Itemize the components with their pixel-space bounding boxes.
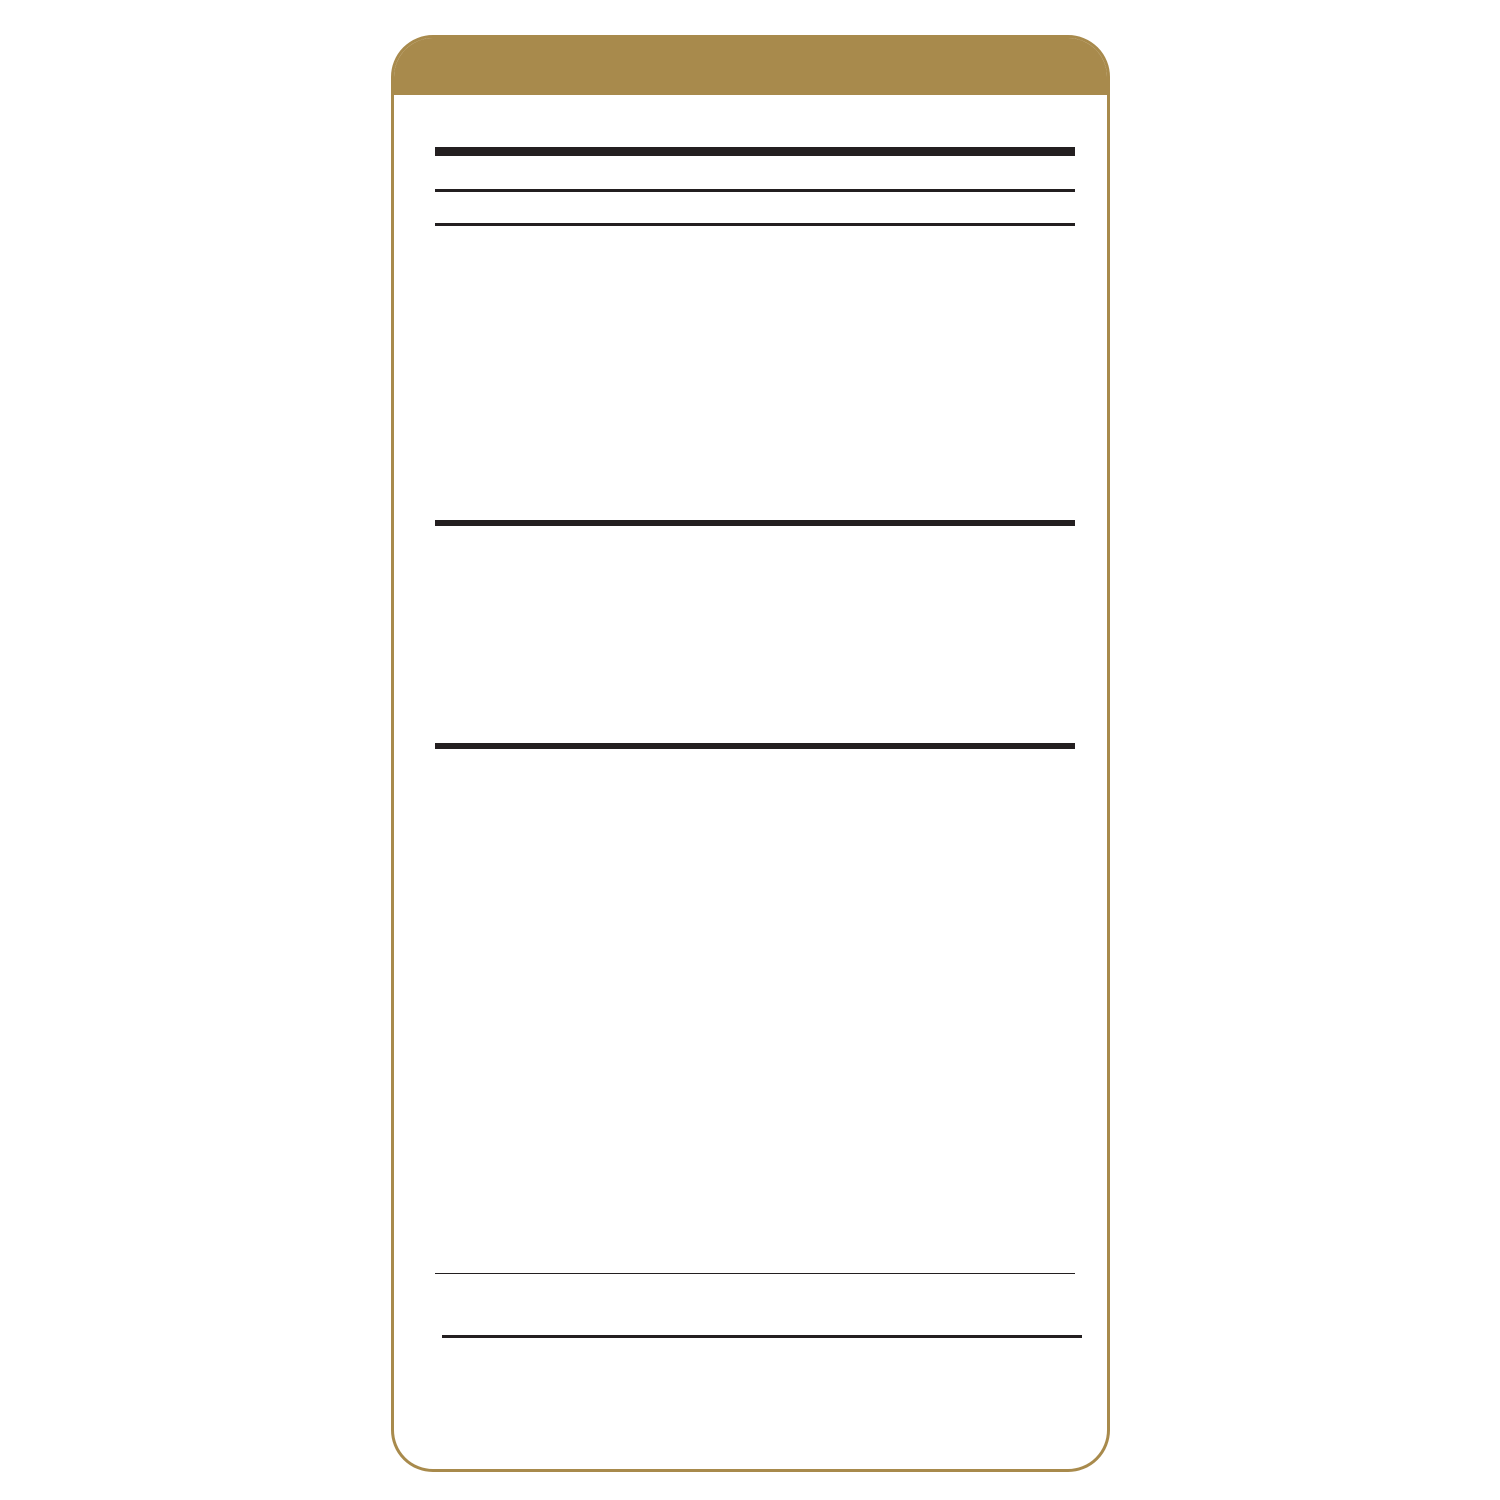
calories-rule bbox=[435, 189, 1075, 192]
header-rule bbox=[435, 223, 1075, 226]
thick-rule-macros bbox=[435, 520, 1075, 526]
label-header bbox=[394, 38, 1107, 95]
thick-rule-top bbox=[435, 147, 1075, 156]
footnote-rule-bottom bbox=[442, 1335, 1082, 1338]
footnote-rule-top bbox=[435, 1273, 1075, 1274]
ingredients bbox=[442, 1355, 1090, 1386]
thick-rule-vitamins bbox=[435, 743, 1075, 749]
nutrition-label bbox=[391, 35, 1110, 1472]
